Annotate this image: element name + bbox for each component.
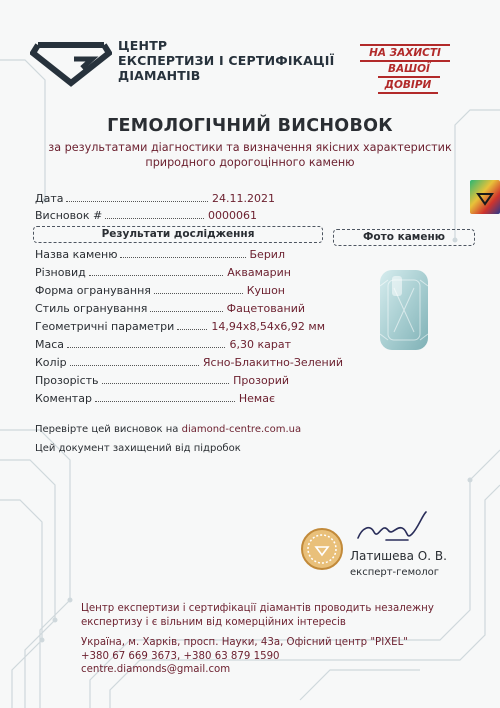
field-value: Немає [238, 392, 275, 405]
field-row-color [35, 356, 343, 369]
field-label: Стиль огранування [35, 302, 148, 315]
date-row [35, 192, 275, 205]
field-row-comment [35, 392, 275, 405]
leader-dots [95, 401, 235, 402]
badge-line-3: ДОВІРИ [378, 78, 438, 94]
number-row [35, 209, 257, 222]
brand-line-2: ЕКСПЕРТИЗИ І СЕРТИФІКАЦІЇ [118, 53, 335, 68]
verify-site-link[interactable]: diamond-centre.com.ua [181, 424, 302, 435]
verify-note [35, 424, 301, 435]
subtitle-line-1: за результатами діагностики та визначення якісних характеристик [48, 141, 452, 154]
field-row-variety [35, 266, 291, 279]
field-value: Прозорий [233, 374, 289, 387]
field-label: Різновид [35, 266, 86, 279]
field-value: Берил [249, 248, 285, 261]
field-row-stone-name [35, 248, 285, 261]
field-value: 6,30 карат [229, 338, 291, 351]
field-label: Коментар [35, 392, 92, 405]
document-subtitle [20, 140, 480, 170]
number-label: Висновок # [35, 209, 103, 222]
leader-dots [105, 218, 204, 219]
gemstone-photo [372, 266, 436, 354]
footer-statement [81, 602, 434, 629]
brand-line-1: ЦЕНТР [118, 38, 168, 53]
photo-section-header: Фото каменю [333, 229, 475, 246]
field-value: Кушон [246, 284, 285, 297]
field-label: Форма огранування [35, 284, 151, 297]
badge-line-1: НА ЗАХИСТІ [360, 44, 450, 62]
footer-line-2: експертизу і є вільним від комерційних інтересів [81, 616, 346, 628]
trust-badge [360, 44, 450, 94]
field-value: Ясно-Блакитно-Зелений [202, 356, 343, 369]
field-label: Маса [35, 338, 65, 351]
verify-prefix: Перевірте цей висновок на [35, 424, 182, 435]
footer-address: Україна, м. Харків, просп. Науки, 43а, Офісний центр "PIXEL" [81, 637, 408, 648]
field-label: Назва каменю [35, 248, 118, 261]
document-title: ГЕМОЛОГІЧНИЙ ВИСНОВОК [107, 116, 393, 136]
subtitle-line-2: природного дорогоцінного каменю [145, 156, 355, 169]
field-value: 14,94x8,54x6,92 мм [211, 320, 325, 333]
gold-seal-stamp-icon [300, 527, 344, 571]
field-row-weight [35, 338, 291, 351]
leader-dots [154, 293, 243, 294]
brand-name [118, 38, 334, 83]
field-label: Колір [35, 356, 67, 369]
handwritten-signature [348, 510, 438, 550]
footer-email[interactable]: centre.diamonds@gmail.com [81, 664, 231, 675]
field-row-dimensions [35, 320, 325, 333]
date-value: 24.11.2021 [212, 192, 275, 205]
signer-name: Латишева О. В. [350, 549, 447, 563]
field-row-cut-shape [35, 284, 285, 297]
field-value: Аквамарин [227, 266, 291, 279]
footer-contacts [81, 636, 408, 677]
leader-dots [70, 365, 199, 366]
field-label: Прозорість [35, 374, 99, 387]
field-row-cut-style [35, 302, 305, 315]
footer-line-1: Центр експертизи і сертифікації діамантів проводить незалежну [81, 603, 434, 614]
field-value: Фацетований [226, 302, 305, 315]
leader-dots [120, 257, 245, 258]
leader-dots [177, 329, 207, 330]
results-section-header: Результати дослідження [33, 226, 323, 243]
field-label: Геометричні параметри [35, 320, 175, 333]
protected-note: Цей документ захищений від підробок [35, 443, 241, 454]
date-label: Дата [35, 192, 64, 205]
leader-dots [67, 347, 225, 348]
hologram-sticker-icon [470, 180, 500, 214]
leader-dots [66, 201, 208, 202]
badge-line-2: ВАШОЇ [378, 62, 440, 78]
leader-dots [102, 383, 230, 384]
field-row-clarity [35, 374, 289, 387]
signer-role: експерт-гемолог [350, 567, 439, 578]
footer-phones: +380 67 669 3673, +380 63 879 1590 [81, 650, 280, 662]
brand-line-3: ДІАМАНТІВ [118, 68, 201, 83]
number-value: 0000061 [208, 209, 257, 222]
leader-dots [150, 311, 222, 312]
leader-dots [89, 275, 224, 276]
company-logo-icon [30, 35, 112, 87]
